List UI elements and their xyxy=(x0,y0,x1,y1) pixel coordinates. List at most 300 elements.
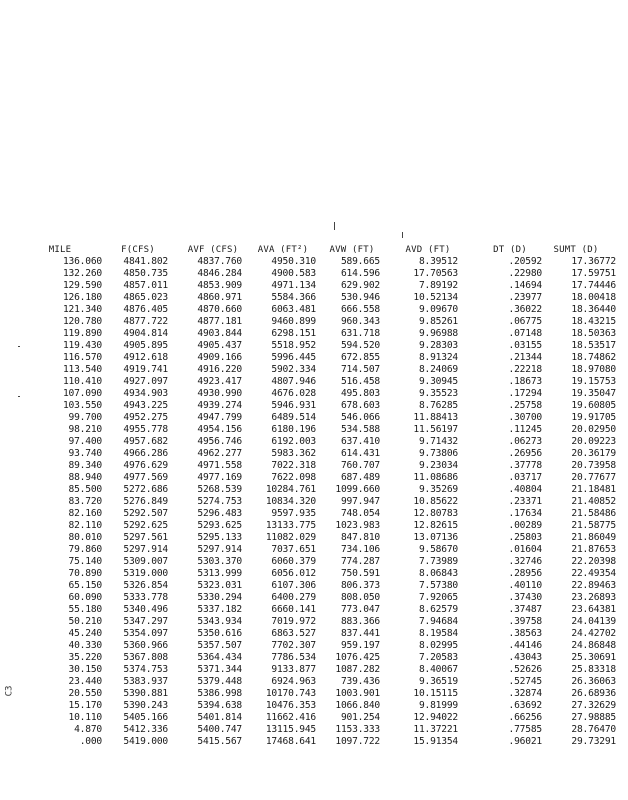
table-cell: 8.76285 xyxy=(418,400,458,411)
table-cell: 5419.000 xyxy=(123,736,168,747)
table-cell: 1153.333 xyxy=(335,724,380,735)
table-cell: 10.85622 xyxy=(413,496,458,507)
table-cell: .06273 xyxy=(508,436,542,447)
table-cell: 6489.514 xyxy=(271,412,316,423)
table-cell: 4841.802 xyxy=(123,256,168,267)
table-row xyxy=(0,328,628,340)
table-row xyxy=(0,736,628,748)
table-cell: 7.73989 xyxy=(418,556,458,567)
table-cell: 4905.437 xyxy=(197,340,242,351)
table-header-row xyxy=(0,244,628,256)
table-cell: 5303.370 xyxy=(197,556,242,567)
table-cell: 9133.877 xyxy=(271,664,316,675)
table-cell: 4947.799 xyxy=(197,412,242,423)
table-cell: 7622.098 xyxy=(271,472,316,483)
table-cell: 17468.641 xyxy=(265,736,316,747)
table-cell: 6180.196 xyxy=(271,424,316,435)
table-cell: 121.340 xyxy=(62,304,102,315)
table-cell: 7.20583 xyxy=(418,652,458,663)
table-row xyxy=(0,628,628,640)
table-cell: 21.86049 xyxy=(571,532,616,543)
table-cell: 18.74862 xyxy=(571,352,616,363)
table-row xyxy=(0,304,628,316)
table-cell: 15.91354 xyxy=(413,736,458,747)
table-cell: 5902.334 xyxy=(271,364,316,375)
table-cell: .22218 xyxy=(508,364,542,375)
table-cell: 960.343 xyxy=(340,316,380,327)
column-header: AVA (FT²) xyxy=(257,245,309,255)
table-cell: 5292.507 xyxy=(123,508,168,519)
table-cell: 4977.169 xyxy=(197,472,242,483)
table-cell: 4939.274 xyxy=(197,400,242,411)
table-cell: 6192.003 xyxy=(271,436,316,447)
table-cell: 17.59751 xyxy=(571,268,616,279)
table-cell: 10.15115 xyxy=(413,688,458,699)
table-cell: 4850.735 xyxy=(123,268,168,279)
table-cell: 629.902 xyxy=(340,280,380,291)
table-cell: 25.83318 xyxy=(571,664,616,675)
table-cell: 24.04139 xyxy=(571,616,616,627)
table-cell: 714.507 xyxy=(340,364,380,375)
table-cell: .01604 xyxy=(508,544,542,555)
table-cell: 35.220 xyxy=(68,652,102,663)
table-cell: 126.180 xyxy=(62,292,102,303)
table-cell: 70.890 xyxy=(68,568,102,579)
table-cell: .03155 xyxy=(508,340,542,351)
table-row xyxy=(0,568,628,580)
table-cell: 11082.029 xyxy=(265,532,316,543)
table-row xyxy=(0,364,628,376)
table-cell: 28.76470 xyxy=(571,724,616,735)
table-cell: 17.36772 xyxy=(571,256,616,267)
table-cell: 9.58670 xyxy=(418,544,458,555)
table-cell: 666.558 xyxy=(340,304,380,315)
table-cell: .28956 xyxy=(508,568,542,579)
table-cell: 1003.901 xyxy=(335,688,380,699)
table-cell: 113.540 xyxy=(62,364,102,375)
table-cell: 9.35523 xyxy=(418,388,458,399)
table-cell: 6107.306 xyxy=(271,580,316,591)
table-cell: 5400.747 xyxy=(197,724,242,735)
table-cell: .20592 xyxy=(508,256,542,267)
hydraulic-table xyxy=(0,244,628,748)
table-cell: .63692 xyxy=(508,700,542,711)
table-cell: 614.431 xyxy=(340,448,380,459)
table-cell: 4971.134 xyxy=(271,280,316,291)
table-row xyxy=(0,652,628,664)
table-cell: 631.718 xyxy=(340,328,380,339)
table-cell: 11.08686 xyxy=(413,472,458,483)
table-cell: 7786.534 xyxy=(271,652,316,663)
table-cell: 18.36440 xyxy=(571,304,616,315)
column-header: MILE xyxy=(48,245,72,255)
table-cell: 4977.569 xyxy=(123,472,168,483)
table-cell: 7.94684 xyxy=(418,616,458,627)
table-cell: 5354.097 xyxy=(123,628,168,639)
table-cell: 88.940 xyxy=(68,472,102,483)
table-cell: 5350.616 xyxy=(197,628,242,639)
table-cell: 5292.625 xyxy=(123,520,168,531)
table-cell: 9.96988 xyxy=(418,328,458,339)
table-cell: 4860.971 xyxy=(197,292,242,303)
table-cell: 5340.496 xyxy=(123,604,168,615)
table-cell: 4919.741 xyxy=(123,364,168,375)
table-cell: 30.150 xyxy=(68,664,102,675)
column-header: AVF (CFS) xyxy=(187,245,239,255)
table-cell: 546.066 xyxy=(340,412,380,423)
table-cell: 739.436 xyxy=(340,676,380,687)
table-cell: 19.91705 xyxy=(571,412,616,423)
table-cell: 8.91324 xyxy=(418,352,458,363)
column-header: AVW (FT) xyxy=(329,245,375,255)
table-cell: 20.02950 xyxy=(571,424,616,435)
table-cell: 1099.660 xyxy=(335,484,380,495)
column-header: SUMT (D) xyxy=(553,245,599,255)
table-cell: 29.73291 xyxy=(571,736,616,747)
table-cell: 5412.336 xyxy=(123,724,168,735)
table-cell: 119.430 xyxy=(62,340,102,351)
table-cell: 4900.583 xyxy=(271,268,316,279)
table-cell: 614.596 xyxy=(340,268,380,279)
table-cell: .77585 xyxy=(508,724,542,735)
table-cell: 5383.937 xyxy=(123,676,168,687)
table-cell: 4971.558 xyxy=(197,460,242,471)
side-mark: C3 xyxy=(4,685,15,697)
table-cell: 20.73958 xyxy=(571,460,616,471)
table-cell: 15.170 xyxy=(68,700,102,711)
table-cell: 4957.682 xyxy=(123,436,168,447)
table-cell: 4865.023 xyxy=(123,292,168,303)
table-cell: 495.803 xyxy=(340,388,380,399)
table-cell: 18.97080 xyxy=(571,364,616,375)
table-cell: 129.590 xyxy=(62,280,102,291)
table-cell: 23.440 xyxy=(68,676,102,687)
table-cell: 9.81999 xyxy=(418,700,458,711)
table-cell: 9.09670 xyxy=(418,304,458,315)
table-cell: 5996.445 xyxy=(271,352,316,363)
table-row xyxy=(0,316,628,328)
table-cell: 55.180 xyxy=(68,604,102,615)
table-cell: 1066.840 xyxy=(335,700,380,711)
table-cell: 4923.417 xyxy=(197,376,242,387)
column-header: DT (D) xyxy=(493,245,527,255)
table-cell: 20.09223 xyxy=(571,436,616,447)
table-row xyxy=(0,664,628,676)
table-cell: 5390.881 xyxy=(123,688,168,699)
table-row xyxy=(0,340,628,352)
table-cell: 5295.133 xyxy=(197,532,242,543)
table-cell: 9.28303 xyxy=(418,340,458,351)
table-cell: .21344 xyxy=(508,352,542,363)
table-cell: 4903.844 xyxy=(197,328,242,339)
table-row xyxy=(0,256,628,268)
table-cell: 98.210 xyxy=(68,424,102,435)
table-row xyxy=(0,388,628,400)
table-cell: .22980 xyxy=(508,268,542,279)
table-cell: 774.287 xyxy=(340,556,380,567)
table-cell: 60.090 xyxy=(68,592,102,603)
table-cell: 4930.990 xyxy=(197,388,242,399)
table-cell: 959.197 xyxy=(340,640,380,651)
table-cell: 13133.775 xyxy=(265,520,316,531)
table-cell: 21.18481 xyxy=(571,484,616,495)
table-cell: 5946.931 xyxy=(271,400,316,411)
table-cell: 11.56197 xyxy=(413,424,458,435)
table-cell: 4976.629 xyxy=(123,460,168,471)
table-cell: 4909.166 xyxy=(197,352,242,363)
table-cell: 97.400 xyxy=(68,436,102,447)
table-cell: 4857.011 xyxy=(123,280,168,291)
table-cell: 4943.225 xyxy=(123,400,168,411)
table-cell: 85.500 xyxy=(68,484,102,495)
table-cell: 50.210 xyxy=(68,616,102,627)
table-cell: 7.89192 xyxy=(418,280,458,291)
table-cell: 4853.909 xyxy=(197,280,242,291)
table-cell: .37778 xyxy=(508,460,542,471)
table-cell: .23371 xyxy=(508,496,542,507)
table-cell: 672.855 xyxy=(340,352,380,363)
table-cell: 5297.914 xyxy=(123,544,168,555)
table-cell: 25.30691 xyxy=(571,652,616,663)
table-cell: 11662.416 xyxy=(265,712,316,723)
table-cell: 22.49354 xyxy=(571,568,616,579)
table-row xyxy=(0,496,628,508)
table-cell: 9.30945 xyxy=(418,376,458,387)
table-cell: 82.110 xyxy=(68,520,102,531)
table-cell: 5309.007 xyxy=(123,556,168,567)
table-cell: 4877.722 xyxy=(123,316,168,327)
table-cell: 5272.686 xyxy=(123,484,168,495)
table-cell: 6863.527 xyxy=(271,628,316,639)
table-row xyxy=(0,616,628,628)
table-row xyxy=(0,556,628,568)
table-cell: .06775 xyxy=(508,316,542,327)
table-cell: 5343.934 xyxy=(197,616,242,627)
table-cell: 83.720 xyxy=(68,496,102,507)
table-cell: 9.85261 xyxy=(418,316,458,327)
column-header: F(CFS) xyxy=(121,245,155,255)
table-cell: 4676.028 xyxy=(271,388,316,399)
table-row xyxy=(0,280,628,292)
table-cell: .40804 xyxy=(508,484,542,495)
table-cell: 11.37221 xyxy=(413,724,458,735)
table-cell: 9.35269 xyxy=(418,484,458,495)
table-cell: 7702.307 xyxy=(271,640,316,651)
table-cell: 21.40852 xyxy=(571,496,616,507)
table-cell: 997.947 xyxy=(340,496,380,507)
table-cell: 20.550 xyxy=(68,688,102,699)
table-cell: 9.71432 xyxy=(418,436,458,447)
table-cell: 10.52134 xyxy=(413,292,458,303)
table-cell: 79.860 xyxy=(68,544,102,555)
table-cell: 589.665 xyxy=(340,256,380,267)
table-cell: 17.74446 xyxy=(571,280,616,291)
table-cell: 6056.012 xyxy=(271,568,316,579)
table-cell: 75.140 xyxy=(68,556,102,567)
table-cell: 594.520 xyxy=(340,340,380,351)
table-cell: .03717 xyxy=(508,472,542,483)
table-cell: 5367.808 xyxy=(123,652,168,663)
table-cell: .00289 xyxy=(508,520,542,531)
table-cell: 4955.778 xyxy=(123,424,168,435)
table-cell: 10834.320 xyxy=(265,496,316,507)
table-cell: 26.36063 xyxy=(571,676,616,687)
table-cell: 1087.282 xyxy=(335,664,380,675)
table-row xyxy=(0,400,628,412)
table-row xyxy=(0,268,628,280)
table-cell: .30700 xyxy=(508,412,542,423)
table-cell: 6060.379 xyxy=(271,556,316,567)
table-cell: 93.740 xyxy=(68,448,102,459)
table-cell: 806.373 xyxy=(340,580,380,591)
table-cell: 23.26893 xyxy=(571,592,616,603)
table-cell: 5405.166 xyxy=(123,712,168,723)
table-cell: 5390.243 xyxy=(123,700,168,711)
table-cell: .96021 xyxy=(508,736,542,747)
table-cell: 4954.156 xyxy=(197,424,242,435)
table-cell: .25803 xyxy=(508,532,542,543)
table-cell: 7019.972 xyxy=(271,616,316,627)
table-cell: 5297.914 xyxy=(197,544,242,555)
table-cell: 132.260 xyxy=(62,268,102,279)
table-cell: 7.92065 xyxy=(418,592,458,603)
table-row xyxy=(0,292,628,304)
table-cell: .25758 xyxy=(508,400,542,411)
table-cell: 6924.963 xyxy=(271,676,316,687)
table-cell: 107.090 xyxy=(62,388,102,399)
table-cell: .36022 xyxy=(508,304,542,315)
table-cell: 687.489 xyxy=(340,472,380,483)
table-row xyxy=(0,448,628,460)
table-cell: 8.62579 xyxy=(418,604,458,615)
table-cell: 18.00418 xyxy=(571,292,616,303)
table-cell: 4916.220 xyxy=(197,364,242,375)
table-cell: 678.603 xyxy=(340,400,380,411)
table-cell: 1076.425 xyxy=(335,652,380,663)
table-cell: 9.73806 xyxy=(418,448,458,459)
table-row xyxy=(0,640,628,652)
table-cell: .18673 xyxy=(508,376,542,387)
table-cell: 11.88413 xyxy=(413,412,458,423)
table-cell: 5386.998 xyxy=(197,688,242,699)
table-cell: .66256 xyxy=(508,712,542,723)
table-cell: 748.054 xyxy=(340,508,380,519)
table-row xyxy=(0,580,628,592)
table-cell: .17634 xyxy=(508,508,542,519)
table-cell: 837.441 xyxy=(340,628,380,639)
table-row xyxy=(0,712,628,724)
table-cell: 773.047 xyxy=(340,604,380,615)
table-cell: 13.07136 xyxy=(413,532,458,543)
table-cell: 883.366 xyxy=(340,616,380,627)
tick-mark xyxy=(334,222,335,230)
table-cell: 18.43215 xyxy=(571,316,616,327)
table-cell: 4837.760 xyxy=(197,256,242,267)
table-cell: 5371.344 xyxy=(197,664,242,675)
table-cell: 8.02995 xyxy=(418,640,458,651)
table-cell: 8.39512 xyxy=(418,256,458,267)
table-cell: .37487 xyxy=(508,604,542,615)
table-cell: .37430 xyxy=(508,592,542,603)
table-cell: .38563 xyxy=(508,628,542,639)
table-cell: 5337.182 xyxy=(197,604,242,615)
table-row xyxy=(0,520,628,532)
table-cell: 4934.903 xyxy=(123,388,168,399)
table-row xyxy=(0,436,628,448)
table-row xyxy=(0,376,628,388)
table-cell: 5983.362 xyxy=(271,448,316,459)
table-cell: 8.40067 xyxy=(418,664,458,675)
table-cell: 7022.318 xyxy=(271,460,316,471)
table-cell: 22.89463 xyxy=(571,580,616,591)
table-cell: 5518.952 xyxy=(271,340,316,351)
table-cell: 119.890 xyxy=(62,328,102,339)
table-cell: 5276.849 xyxy=(123,496,168,507)
table-cell: 136.060 xyxy=(62,256,102,267)
table-cell: 27.98885 xyxy=(571,712,616,723)
table-cell: 21.58775 xyxy=(571,520,616,531)
table-cell: 1097.722 xyxy=(335,736,380,747)
table-cell: 4956.746 xyxy=(197,436,242,447)
table-cell: 5347.297 xyxy=(123,616,168,627)
table-cell: 5296.483 xyxy=(197,508,242,519)
table-cell: .43043 xyxy=(508,652,542,663)
table-cell: .000 xyxy=(79,736,102,747)
table-cell: 6400.279 xyxy=(271,592,316,603)
table-row xyxy=(0,460,628,472)
table-cell: 5326.854 xyxy=(123,580,168,591)
table-cell: .23977 xyxy=(508,292,542,303)
table-cell: 5357.507 xyxy=(197,640,242,651)
table-cell: 5401.814 xyxy=(197,712,242,723)
table-cell: 103.550 xyxy=(62,400,102,411)
table-cell: .11245 xyxy=(508,424,542,435)
table-cell: 847.810 xyxy=(340,532,380,543)
column-header: AVD (FT) xyxy=(405,245,451,255)
table-cell: 4.870 xyxy=(74,724,102,735)
table-cell: 4927.097 xyxy=(123,376,168,387)
table-cell: 5584.366 xyxy=(271,292,316,303)
table-row xyxy=(0,472,628,484)
table-cell: .39758 xyxy=(508,616,542,627)
table-cell: 22.20398 xyxy=(571,556,616,567)
table-row xyxy=(0,544,628,556)
table-cell: 80.010 xyxy=(68,532,102,543)
table-cell: 116.570 xyxy=(62,352,102,363)
table-body xyxy=(0,256,628,748)
table-cell: 8.06843 xyxy=(418,568,458,579)
table-cell: 21.87653 xyxy=(571,544,616,555)
table-cell: 82.160 xyxy=(68,508,102,519)
table-cell: 530.946 xyxy=(340,292,380,303)
table-cell: 9460.899 xyxy=(271,316,316,327)
table-cell: 5297.561 xyxy=(123,532,168,543)
table-cell: 20.36179 xyxy=(571,448,616,459)
table-cell: 5364.434 xyxy=(197,652,242,663)
table-cell: 19.35047 xyxy=(571,388,616,399)
table-row xyxy=(0,508,628,520)
table-cell: 5313.999 xyxy=(197,568,242,579)
table-row xyxy=(0,592,628,604)
table-cell: 5330.294 xyxy=(197,592,242,603)
table-cell: 760.707 xyxy=(340,460,380,471)
table-cell: 4876.405 xyxy=(123,304,168,315)
table-row xyxy=(0,412,628,424)
table-cell: 120.780 xyxy=(62,316,102,327)
table-cell: .44146 xyxy=(508,640,542,651)
table-cell: 5394.638 xyxy=(197,700,242,711)
table-cell: .52745 xyxy=(508,676,542,687)
